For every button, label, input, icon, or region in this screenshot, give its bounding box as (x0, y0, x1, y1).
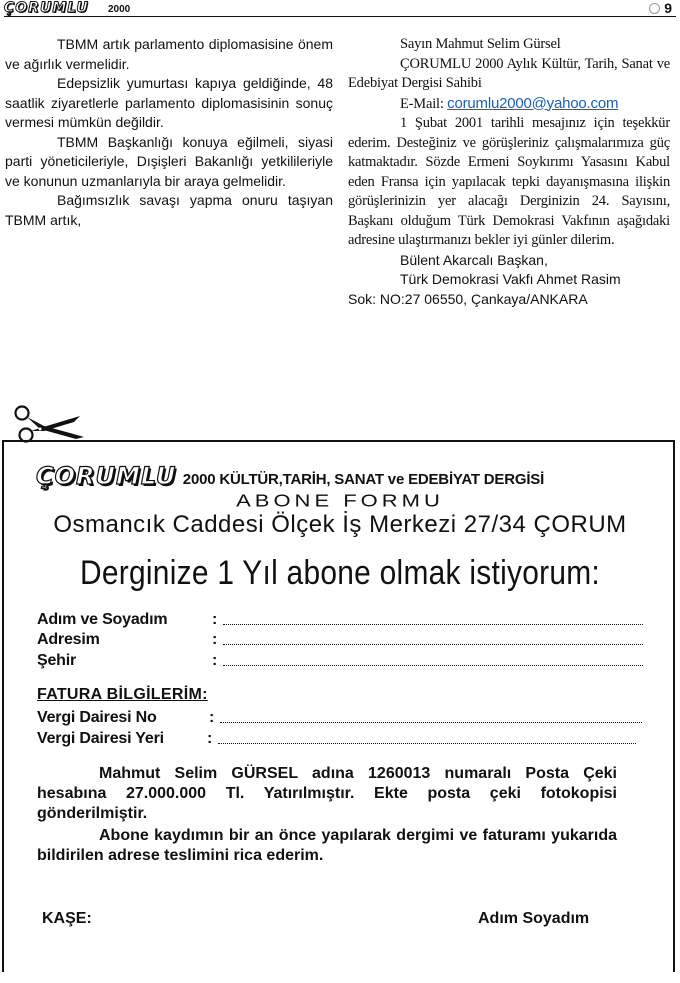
tax-office-place-line[interactable] (218, 729, 636, 744)
left-paragraph: Bağımsızlık savaşı yapma onuru taşıyan TBMM artık, (5, 192, 333, 228)
tax-office-no-line[interactable] (220, 708, 642, 723)
left-paragraph: TBMM artık parlamento diplomasisine önem ve ağırlık vermelidir. (5, 36, 333, 72)
name-field-line[interactable] (223, 610, 643, 625)
left-column (5, 35, 333, 230)
city-field-colon: : (212, 652, 218, 669)
payment-note (37, 764, 617, 824)
tax-office-no-field[interactable] (37, 708, 642, 728)
letter-body: 1 Şubat 2001 tarihli mesajınız için teşekkür ederim. Desteğiniz ve görüşleriniz çalışmalarımıza güç katmaktadır. Sözde Ermeni Soykırımı Yasasını Kabul eden Fransa için yapılacak tepki dayanışmasına ilişkin görüşlerinizin yer alacağı Derginizin 24. Sayısını, Başkanı olduğum Türk Demokrasi Vakfının aşağıdaki adresine ulaştırmanızı bekler iyi günler dilerim. (348, 115, 670, 248)
page-header (0, 0, 680, 20)
header-year: 2000 (108, 4, 131, 15)
form-title-row (36, 462, 544, 492)
header-rule (4, 16, 676, 17)
tax-office-place-field[interactable] (37, 729, 636, 749)
city-field-line[interactable] (223, 651, 643, 666)
form-headline: Derginize 1 Yıl abone olmak istiyorum: (79, 554, 601, 592)
form-magazine-name: 2000 KÜLTÜR,TARİH, SANAT ve EDEBİYAT DERGİSİ (182, 471, 545, 488)
letter-signature: Bülent Akarcalı Başkan, (400, 251, 548, 268)
letter-recipient: Sayın Mahmut Selim Gürsel (400, 36, 561, 52)
name-field[interactable] (37, 610, 643, 630)
address-field-label: Adresim (37, 631, 100, 648)
stamp-label: KAŞE: (42, 910, 92, 927)
address-field-colon: : (212, 631, 218, 648)
right-column (348, 35, 670, 309)
billing-heading: FATURA BİLGİLERİM: (37, 686, 208, 703)
name-field-label: Adım ve Soyadım (37, 611, 168, 628)
tax-office-no-label: Vergi Dairesi No (37, 709, 157, 726)
name-field-colon: : (212, 611, 218, 628)
letter-org-line: Türk Demokrasi Vakfı Ahmet Rasim (400, 271, 621, 287)
letter-recipient-title: ÇORUMLU 2000 Aylık Kültür, Tarih, Sanat ve Edebiyat Dergisi Sahibi (348, 55, 670, 91)
page-circle-icon (649, 3, 660, 14)
signature-label: Adım Soyadım (478, 910, 590, 927)
address-field[interactable] (37, 630, 643, 650)
tax-office-place-colon: : (207, 730, 213, 747)
form-subscription-title: ABONE FORMU (236, 490, 444, 511)
request-note (37, 826, 617, 866)
left-paragraph: TBMM Başkanlığı konuya eğilmeli, siyasi parti yöneticileriyle, Dışişleri Bakanlığı yetkilileriyle ve konunun uzmanlarıyla bir araya gelmelidir. (5, 133, 333, 189)
letter-email-line (348, 94, 670, 115)
header-logo: ÇORUMLU (4, 0, 89, 16)
form-logo: ÇORUMLU (36, 462, 177, 490)
letter-address-line: Sok: NO:27 06550, Çankaya/ANKARA (348, 290, 588, 307)
page-number: 9 (664, 0, 672, 16)
tax-office-place-label: Vergi Dairesi Yeri (37, 730, 164, 747)
city-field[interactable] (37, 651, 643, 671)
email-link[interactable]: corumlu2000@yahoo.com (447, 94, 619, 112)
tax-office-no-colon: : (209, 709, 215, 726)
left-paragraph: Edepsizlik yumurtası kapıya geldiğinde, 48 saatlik ziyaretlerle parlamento diplomasisinin sonuç vermesi mümkün değildir. (5, 75, 333, 130)
payment-text: Mahmut Selim GÜRSEL adına 1260013 numaralı Posta Çeki hesabına 27.000.000 Tl. Yatırılmıştır. Ekte posta çeki fotokopisi gönderilmiştir. (37, 765, 617, 822)
request-text: Abone kaydımın bir an önce yapılarak dergimi ve faturamı yukarıda bildirilen adrese teslimini rica ederim. (37, 827, 617, 864)
city-field-label: Şehir (37, 652, 77, 669)
address-field-line[interactable] (223, 630, 643, 645)
form-address: Osmancık Caddesi Ölçek İş Merkezi 27/34 ÇORUM (53, 511, 627, 538)
email-label: E-Mail: (400, 95, 444, 112)
